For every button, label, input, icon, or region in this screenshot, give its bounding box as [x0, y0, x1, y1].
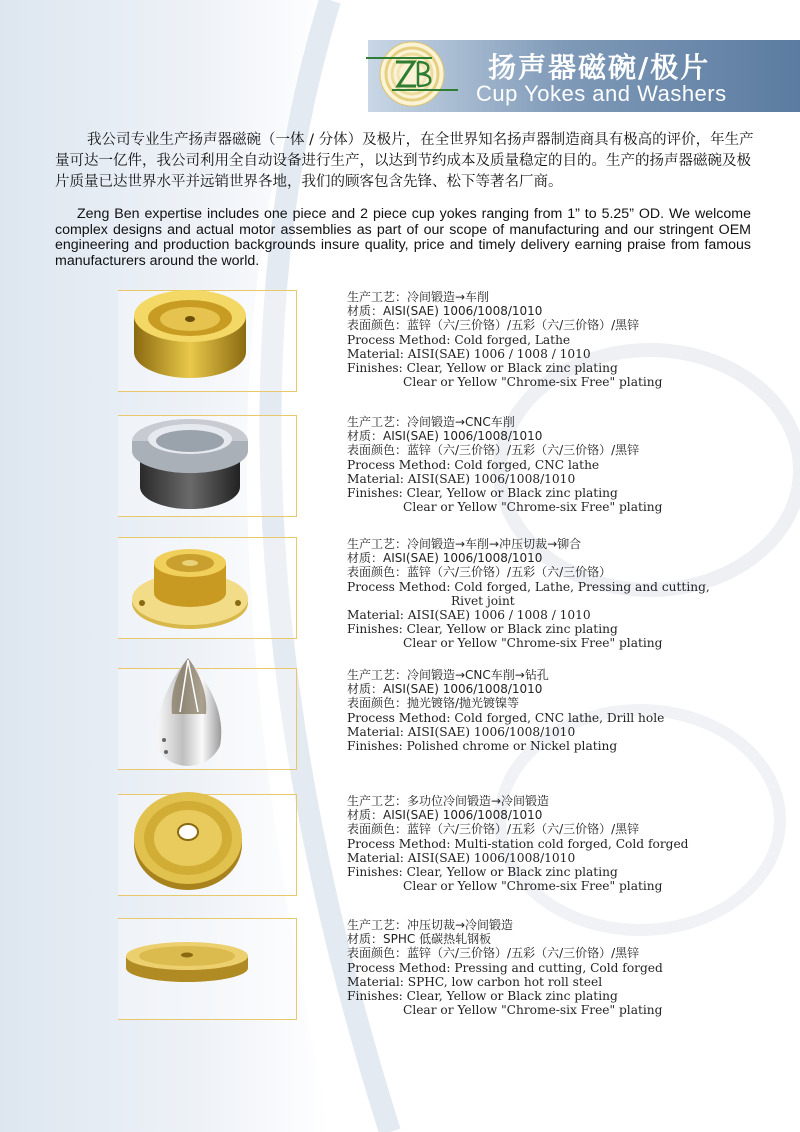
- spec-line: Material: AISI(SAE) 1006 / 1008 / 1010: [347, 346, 591, 361]
- spec-line: Clear or Yellow "Chrome-six Free" plating: [403, 636, 663, 651]
- company-logo-icon: [362, 38, 458, 114]
- spec-line: 材质：AISI(SAE) 1006/1008/1010: [347, 429, 543, 444]
- spec-line: 表面颜色：蓝锌（六/三价铬）/五彩（六/三价铬）/黑锌: [347, 822, 640, 837]
- spec-line: Finishes: Polished chrome or Nickel plating: [347, 739, 618, 754]
- product-item: [0, 668, 800, 798]
- spec-line: 表面颜色：蓝锌（六/三价铬）/五彩（六/三价铬）: [347, 565, 612, 580]
- spec-line: 材质：AISI(SAE) 1006/1008/1010: [347, 304, 543, 319]
- product-spec: [347, 918, 787, 1017]
- intro-paragraph-cn: 我公司专业生产扬声器磁碗（一体 / 分体）及极片，在全世界知名扬声器制造商具有极高的评价，年生产量可达一亿件，我公司利用全自动设备进行生产，以达到节约成本及质量稳定的目的。生产的扬声器磁碗及极片质量已达世界水平并远销世界各地，我们的顾客包含先锋、松下等著名厂商。: [55, 132, 754, 190]
- product-spec: [347, 668, 787, 753]
- spec-line: Process Method: Cold forged, CNC lathe, Drill hole: [347, 710, 665, 725]
- spec-line: Finishes: Clear, Yellow or Black zinc plating: [347, 361, 618, 376]
- spec-line: 材质：AISI(SAE) 1006/1008/1010: [347, 808, 543, 823]
- spec-line: 表面颜色：蓝锌（六/三价铬）/五彩（六/三价铬）/黑锌: [347, 946, 640, 961]
- spec-line: 生产工艺：冷间锻造→车削→冲压切裁→铆合: [347, 537, 582, 551]
- product-item: [0, 415, 800, 545]
- spec-line: Material: SPHC, low carbon hot roll steel: [347, 974, 603, 989]
- pole-piece-bullet-image: [150, 654, 230, 772]
- spec-line: Clear or Yellow "Chrome-six Free" plating: [403, 879, 663, 894]
- spec-line: 材质：AISI(SAE) 1006/1008/1010: [347, 551, 543, 566]
- washer-disc-image: [132, 786, 248, 894]
- spec-line: 生产工艺：多功位冷间锻造→冷间锻造: [347, 794, 550, 808]
- spec-line: 生产工艺：冷间锻造→车削: [347, 290, 490, 304]
- spec-line: 生产工艺：冲压切裁→冷间锻造: [347, 918, 514, 932]
- flanged-cup-yoke-image: [128, 533, 252, 641]
- spec-line: Clear or Yellow "Chrome-six Free" plating: [403, 375, 663, 390]
- flat-washer-image: [122, 938, 252, 988]
- spec-line: Clear or Yellow "Chrome-six Free" plating: [403, 1003, 663, 1018]
- product-spec: [347, 290, 787, 389]
- spec-line: Finishes: Clear, Yellow or Black zinc plating: [347, 622, 618, 637]
- spec-line: Material: AISI(SAE) 1006/1008/1010: [347, 471, 576, 486]
- spec-line: Finishes: Clear, Yellow or Black zinc plating: [347, 865, 618, 880]
- spec-line: Process Method: Multi-station cold forged, Cold forged: [347, 836, 689, 851]
- product-spec: [347, 415, 787, 514]
- spec-line: 表面颜色：抛光镀铬/抛光镀镍等: [347, 696, 520, 711]
- product-item: [0, 794, 800, 924]
- spec-line: Material: AISI(SAE) 1006/1008/1010: [347, 724, 576, 739]
- spec-line: 表面颜色：蓝锌（六/三价铬）/五彩（六/三价铬）/黑锌: [347, 318, 640, 333]
- spec-line: Rivet joint: [451, 593, 515, 608]
- spec-line: Process Method: Cold forged, Lathe: [347, 332, 571, 347]
- product-item: [0, 918, 800, 1048]
- spec-line: Process Method: Cold forged, CNC lathe: [347, 457, 600, 472]
- spec-line: 表面颜色：蓝锌（六/三价铬）/五彩（六/三价铬）/黑锌: [347, 443, 640, 458]
- product-spec: [347, 794, 787, 893]
- spec-line: 材质：AISI(SAE) 1006/1008/1010: [347, 682, 543, 697]
- product-item: [0, 290, 800, 420]
- spec-line: Finishes: Clear, Yellow or Black zinc plating: [347, 486, 618, 501]
- page-title-en: Cup Yokes and Washers: [476, 81, 727, 106]
- product-spec: [347, 537, 787, 651]
- spec-line: 生产工艺：冷间锻造→CNC车削: [347, 415, 515, 429]
- spec-line: Finishes: Clear, Yellow or Black zinc plating: [347, 989, 618, 1004]
- cup-yoke-silver-black-image: [128, 411, 252, 515]
- intro-paragraph-en: Zeng Ben expertise includes one piece and 2 piece cup yokes ranging from 1” to 5.25” OD. We welcome complex designs and actual motor assemblies as part of our scope of manufacturing and our stringent OEM engineering and production backgrounds insure quality, price and timely delivery earning praise from famous manufacturers around the world.: [55, 206, 751, 269]
- spec-line: 生产工艺：冷间锻造→CNC车削→钻孔: [347, 668, 549, 682]
- spec-line: Clear or Yellow "Chrome-six Free" plating: [403, 500, 663, 515]
- cup-yoke-gold-image: [128, 282, 252, 386]
- spec-line: Material: AISI(SAE) 1006 / 1008 / 1010: [347, 608, 591, 623]
- spec-line: 材质：SPHC 低碳热轧钢板: [347, 932, 492, 947]
- spec-line: Material: AISI(SAE) 1006/1008/1010: [347, 850, 576, 865]
- product-item: [0, 537, 800, 667]
- spec-line: Process Method: Pressing and cutting, Cold forged: [347, 960, 663, 975]
- page-title-cn: 扬声器磁碗/极片: [488, 51, 711, 84]
- spec-line: Process Method: Cold forged, Lathe, Pressing and cutting,: [347, 579, 710, 594]
